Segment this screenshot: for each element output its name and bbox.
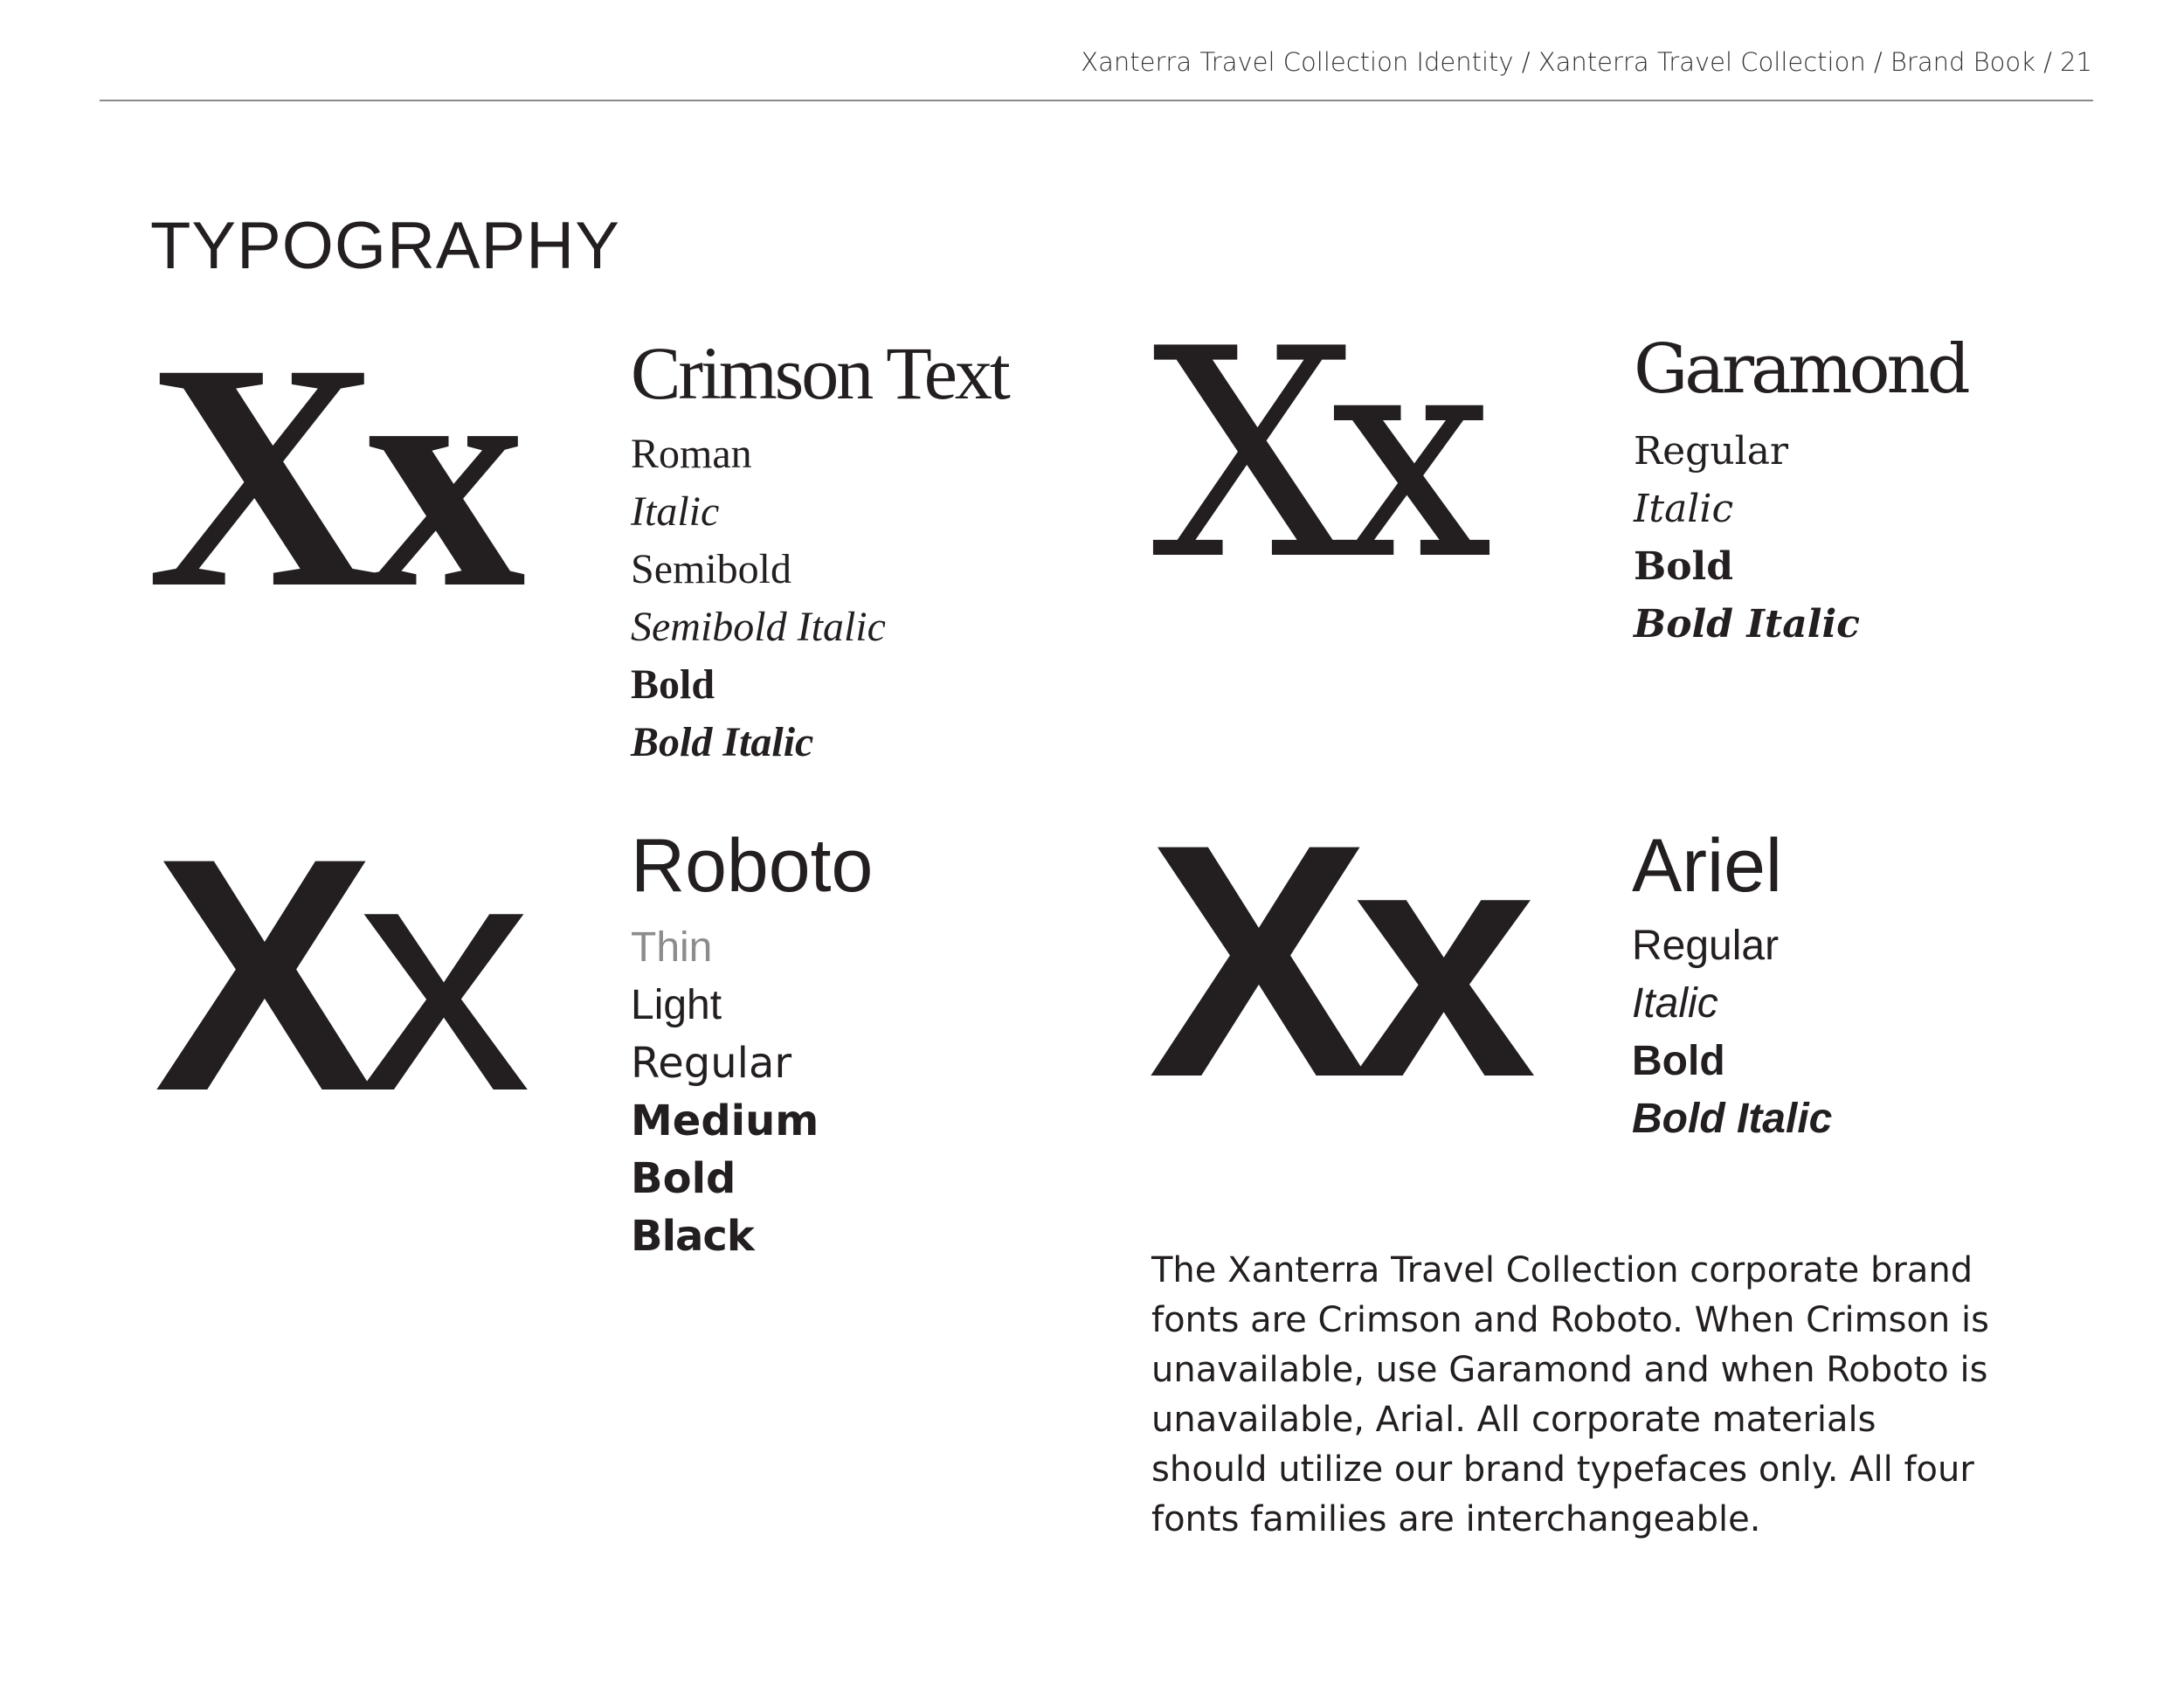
roboto-glyph-upper: X <box>154 789 362 1160</box>
crimson-font-name: Crimson Text <box>631 331 1008 415</box>
garamond-style-bold-italic: Bold Italic <box>1634 602 1860 647</box>
ariel-glyph-sample: Xx <box>1148 775 1519 1146</box>
roboto-style-bold: Bold <box>631 1154 736 1203</box>
ariel-style-regular: Regular <box>1632 923 1780 969</box>
roboto-style-regular: Regular <box>631 1039 792 1088</box>
garamond-glyph-sample: Xx <box>1151 287 1468 623</box>
page-title: TYPOGRAPHY <box>150 209 620 283</box>
crimson-style-roman: Roman <box>631 431 752 477</box>
page-header-breadcrumb: Xanterra Travel Collection Identity / Xanterra Travel Collection / Brand Book / 21 <box>1081 47 2092 77</box>
crimson-style-bold-italic: Bold Italic <box>631 719 814 765</box>
garamond-style-bold: Bold <box>1634 544 1734 589</box>
roboto-style-light: Light <box>631 982 722 1028</box>
crimson-style-list <box>631 425 886 771</box>
crimson-style-italic: Italic <box>631 488 720 535</box>
typography-description: The Xanterra Travel Collection corporate brand fonts are Crimson and Roboto. When Crimson is unavailable, use Garamond and when Roboto is unavailable, Arial. All corporate materials should utilize our brand typefaces only. All four fonts families are interchangeable. <box>1151 1250 1989 1539</box>
header-divider <box>100 100 2093 101</box>
roboto-font-name: Roboto <box>631 824 874 908</box>
roboto-style-list <box>631 919 819 1265</box>
roboto-style-medium: Medium <box>631 1097 819 1145</box>
garamond-style-regular: Regular <box>1634 429 1789 474</box>
ariel-style-bold-italic: Bold Italic <box>1632 1096 1833 1142</box>
ariel-style-italic: Italic <box>1632 980 1718 1027</box>
ariel-style-bold: Bold <box>1632 1038 1725 1084</box>
roboto-style-black: Black <box>631 1212 754 1261</box>
ariel-font-name: Ariel <box>1632 824 1783 908</box>
garamond-style-italic: Italic <box>1634 487 1734 531</box>
roboto-glyph-sample <box>154 789 517 1160</box>
crimson-style-semibold-italic: Semibold Italic <box>631 604 886 650</box>
ariel-style-list <box>1632 917 1832 1148</box>
garamond-font-name: Garamond <box>1634 330 1967 409</box>
roboto-glyph-lower: x <box>357 789 517 1160</box>
roboto-style-thin: Thin <box>631 924 713 971</box>
garamond-style-list <box>1634 423 1860 654</box>
crimson-glyph-sample: Xx <box>147 297 511 655</box>
crimson-style-bold: Bold <box>631 661 715 708</box>
crimson-style-semibold: Semibold <box>631 546 792 592</box>
